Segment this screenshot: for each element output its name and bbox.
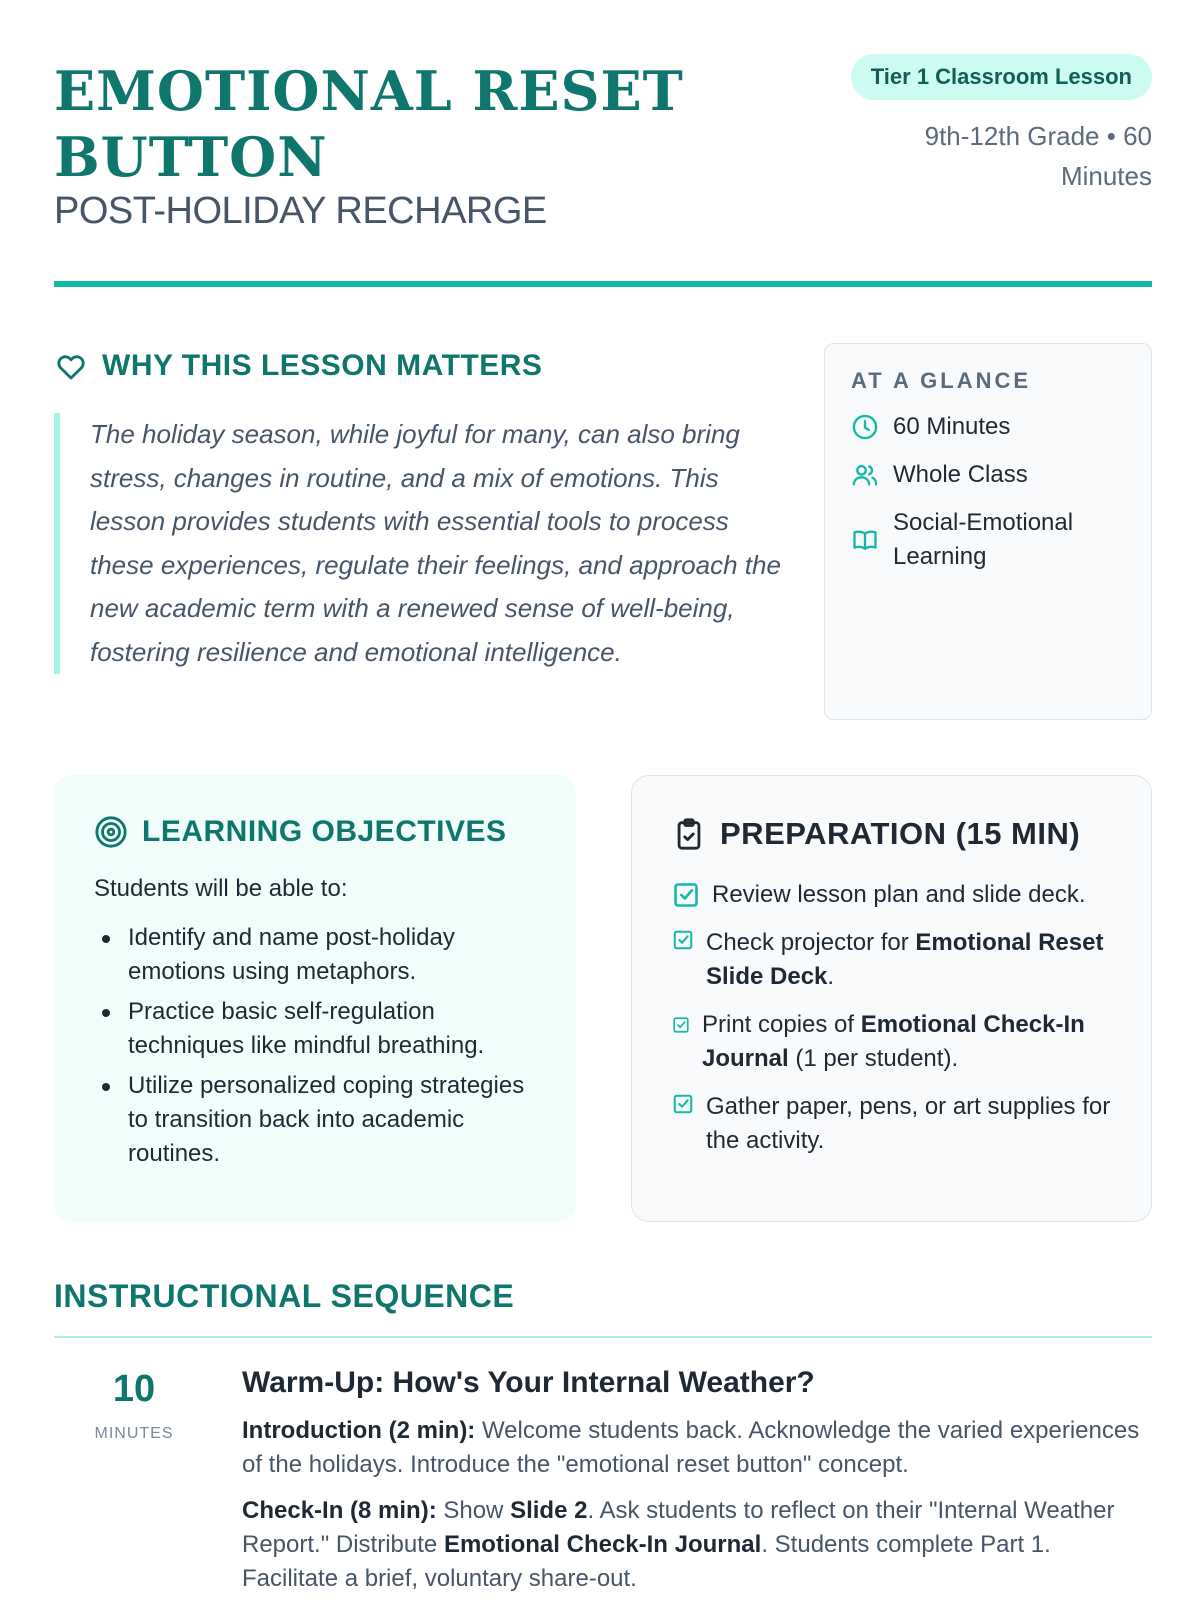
step-minutes: 10 xyxy=(112,1368,156,1410)
list-item: Utilize personalized coping strategies to transition back into academic routines. xyxy=(94,1069,536,1171)
at-a-glance-panel xyxy=(824,343,1152,720)
sequence-title: INSTRUCTIONAL SEQUENCE xyxy=(54,1278,515,1314)
glance-item-grouping xyxy=(851,458,1125,492)
objectives-header xyxy=(94,815,536,849)
clipboard-icon xyxy=(672,817,706,851)
glance-label: Social-Emotional Learning xyxy=(893,509,1074,570)
book-icon xyxy=(851,526,879,554)
objectives-list xyxy=(94,921,536,1171)
checklist-item xyxy=(672,926,1111,994)
clock-icon xyxy=(851,413,879,441)
glance-item-category xyxy=(851,506,1125,574)
glance-label: 60 Minutes xyxy=(893,413,1011,440)
checklist-item xyxy=(672,1090,1111,1158)
checklist-text: Review lesson plan and slide deck. xyxy=(712,881,1086,908)
preparation-header xyxy=(672,816,1111,852)
step-title: Warm-Up: How's Your Internal Weather? xyxy=(242,1366,815,1399)
step-minutes-label: MINUTES xyxy=(94,1425,174,1442)
step-duration xyxy=(74,1368,194,1443)
glance-label: Whole Class xyxy=(893,461,1028,488)
page-subtitle: POST-HOLIDAY RECHARGE xyxy=(54,190,547,232)
grade-duration: 9th-12th Grade • 60 Minutes xyxy=(924,121,1152,191)
lesson-header xyxy=(54,54,1152,290)
sequence-step xyxy=(242,1366,1152,1600)
why-section-title: WHY THIS LESSON MATTERS xyxy=(102,349,543,382)
checkbox-icon xyxy=(672,1093,694,1115)
checkbox-icon xyxy=(672,929,694,951)
checklist-item xyxy=(672,878,1111,912)
heart-icon xyxy=(54,349,88,383)
page-title: EMOTIONAL RESET BUTTON xyxy=(54,59,684,189)
objectives-lead: Students will be able to: xyxy=(94,875,348,902)
checklist-text: Print copies of Emotional Check-In Journal (1 per student). xyxy=(702,1011,1085,1072)
why-quote: The holiday season, while joyful for many, can also bring stress, changes in routine, and a mix of emotions. This lesson provides students with essential tools to process these experiences, regulate their feelings, and approach the new academic term with a renewed sense of well-being, fostering resilience and emotional intelligence. xyxy=(54,413,794,674)
checkbox-icon xyxy=(672,1016,690,1034)
preparation-title: PREPARATION (15 MIN) xyxy=(720,816,1081,851)
checklist-item xyxy=(672,1008,1111,1076)
glance-title: AT A GLANCE xyxy=(851,368,1032,393)
list-item: Practice basic self-regulation techniques like mindful breathing. xyxy=(94,995,536,1063)
checklist-text: Check projector for Emotional Reset Slide Deck. xyxy=(706,929,1104,990)
checklist-text: Gather paper, pens, or art supplies for the activity. xyxy=(706,1093,1111,1154)
target-icon xyxy=(94,815,128,849)
header-divider xyxy=(54,281,1152,287)
preparation-list xyxy=(672,878,1111,1158)
learning-objectives-card xyxy=(54,775,576,1222)
sequence-divider xyxy=(54,1336,1152,1338)
step-introduction: Introduction (2 min): Welcome students back. Acknowledge the varied experiences of the holidays. Introduce the "emotional reset button" concept. xyxy=(242,1417,1140,1478)
glance-item-duration xyxy=(851,410,1125,444)
step-check-in: Check-In (8 min): Show Slide 2. Ask students to reflect on their "Internal Weather Report." Distribute Emotional Check-In Journal. Students complete Part 1. Facilitate a brief, voluntary share-out. xyxy=(242,1497,1115,1592)
users-icon xyxy=(851,461,879,489)
list-item: Identify and name post-holiday emotions using metaphors. xyxy=(94,921,536,989)
tier-badge: Tier 1 Classroom Lesson xyxy=(851,54,1152,100)
preparation-card xyxy=(631,775,1152,1222)
why-section-header xyxy=(54,346,542,386)
checkbox-icon xyxy=(672,881,700,909)
objectives-title: LEARNING OBJECTIVES xyxy=(142,815,507,848)
